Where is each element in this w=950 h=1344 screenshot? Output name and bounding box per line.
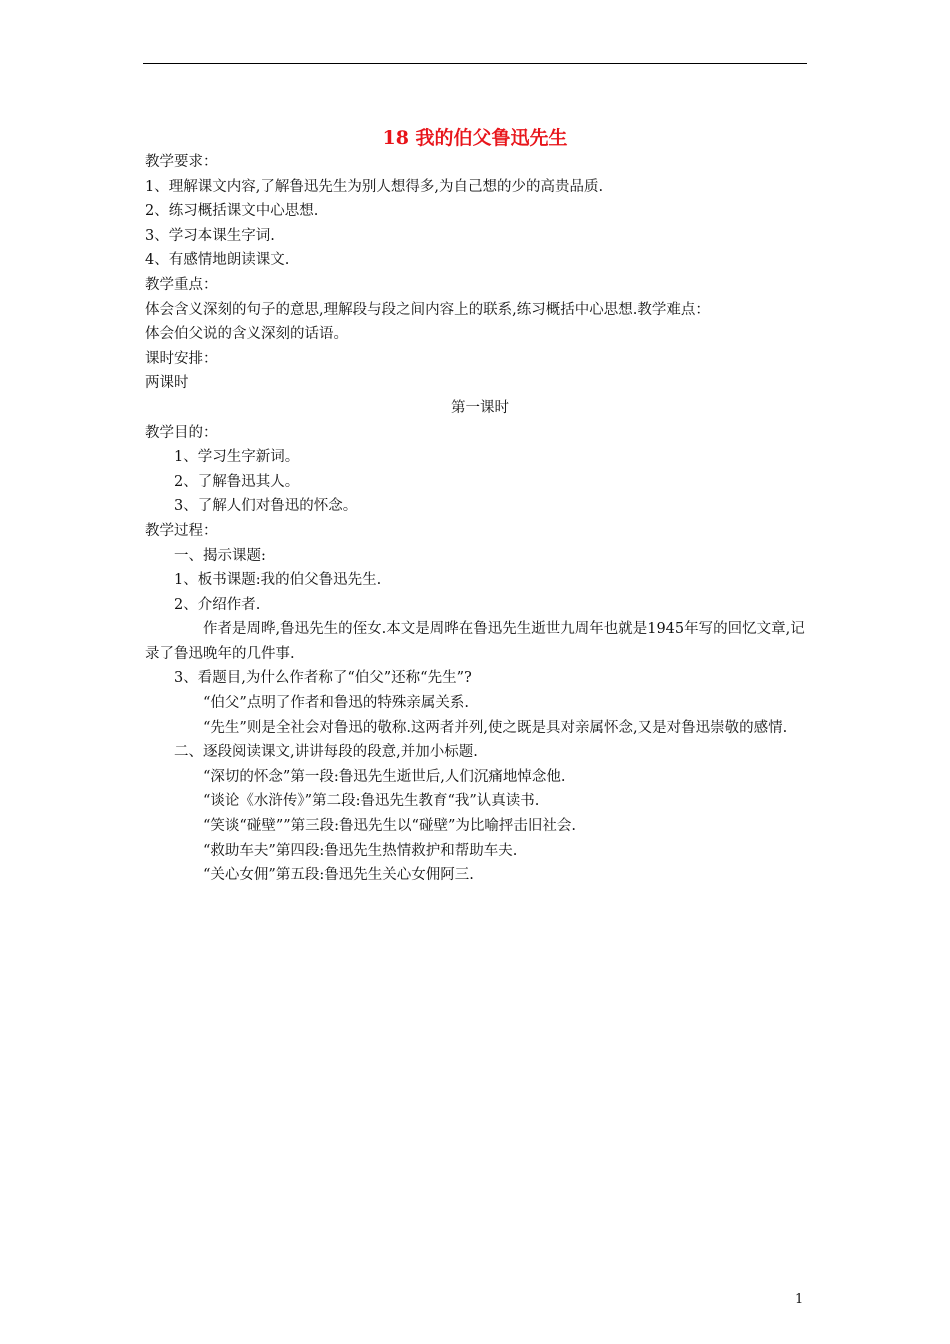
section-heading-schedule: 课时安排： <box>145 350 218 367</box>
author-paragraph: 作者是周晔,鲁迅先生的侄女.本文是周晔在鲁迅先生逝世九周年也就是1945年写的回忆文章,记录了鲁迅晚年的几件事. <box>145 621 805 662</box>
process-substep-1: 1、板书课题:我的伯父鲁迅先生. <box>174 572 382 589</box>
difficulty-text: 体会伯父说的含义深刻的话语。 <box>145 326 348 343</box>
sir-explanation: “先生”则是全社会对鲁迅的敬称.这两者并列,使之既是具对亲属怀念,又是对鲁迅崇敬的感情. <box>203 719 788 736</box>
paragraph-summary-4: “救助车夫”第四段:鲁迅先生热情救护和帮助车夫. <box>203 842 518 859</box>
key-points-text: 体会含义深刻的句子的意思,理解段与段之间内容上的联系,练习概括中心思想.教学难点： <box>145 301 710 318</box>
requirement-item-1: 1、理解课文内容,了解鲁迅先生为别人想得多,为自己想的少的高贵品质. <box>145 178 604 195</box>
requirement-item-4: 4、有感情地朗读课文. <box>145 252 290 269</box>
process-step-1: 一、揭示课题: <box>174 547 266 564</box>
lesson-heading: 第一课时 <box>451 399 509 416</box>
process-step-2: 二、逐段阅读课文,讲讲每段的段意,并加小标题. <box>174 744 478 761</box>
paragraph-summary-2: “谈论《水浒传》”第二段:鲁迅先生教育“我”认真读书. <box>203 793 540 810</box>
section-heading-key-points: 教学重点： <box>145 276 218 293</box>
objective-item-2: 2、了解鲁迅其人。 <box>174 473 300 490</box>
section-heading-objectives: 教学目的： <box>145 424 218 441</box>
document-title: 18 我的伯父鲁迅先生 <box>382 127 568 149</box>
requirement-item-2: 2、练习概括课文中心思想. <box>145 203 319 220</box>
document-body <box>145 150 815 888</box>
header-rule <box>143 63 807 64</box>
objective-item-3: 3、了解人们对鲁迅的怀念。 <box>174 498 358 515</box>
objective-item-1: 1、学习生字新词。 <box>174 449 300 466</box>
paragraph-summary-1: “深切的怀念”第一段:鲁迅先生逝世后,人们沉痛地悼念他. <box>203 768 566 785</box>
schedule-text: 两课时 <box>145 375 189 392</box>
uncle-explanation: “伯父”点明了作者和鲁迅的特殊亲属关系. <box>203 695 469 712</box>
process-substep-2: 2、介绍作者. <box>174 596 261 613</box>
paragraph-summary-5: “关心女佣”第五段:鲁迅先生关心女佣阿三. <box>203 867 474 884</box>
page-number: 1 <box>795 1292 804 1307</box>
paragraph-summary-3: “笑谈“碰壁””第三段:鲁迅先生以“碰壁”为比喻抨击旧社会. <box>203 818 576 835</box>
requirement-item-3: 3、学习本课生字词. <box>145 227 275 244</box>
section-heading-requirements: 教学要求： <box>145 154 218 170</box>
section-heading-process: 教学过程： <box>145 522 218 539</box>
process-substep-3: 3、看题目,为什么作者称了“伯父”还称“先生”? <box>174 670 472 687</box>
